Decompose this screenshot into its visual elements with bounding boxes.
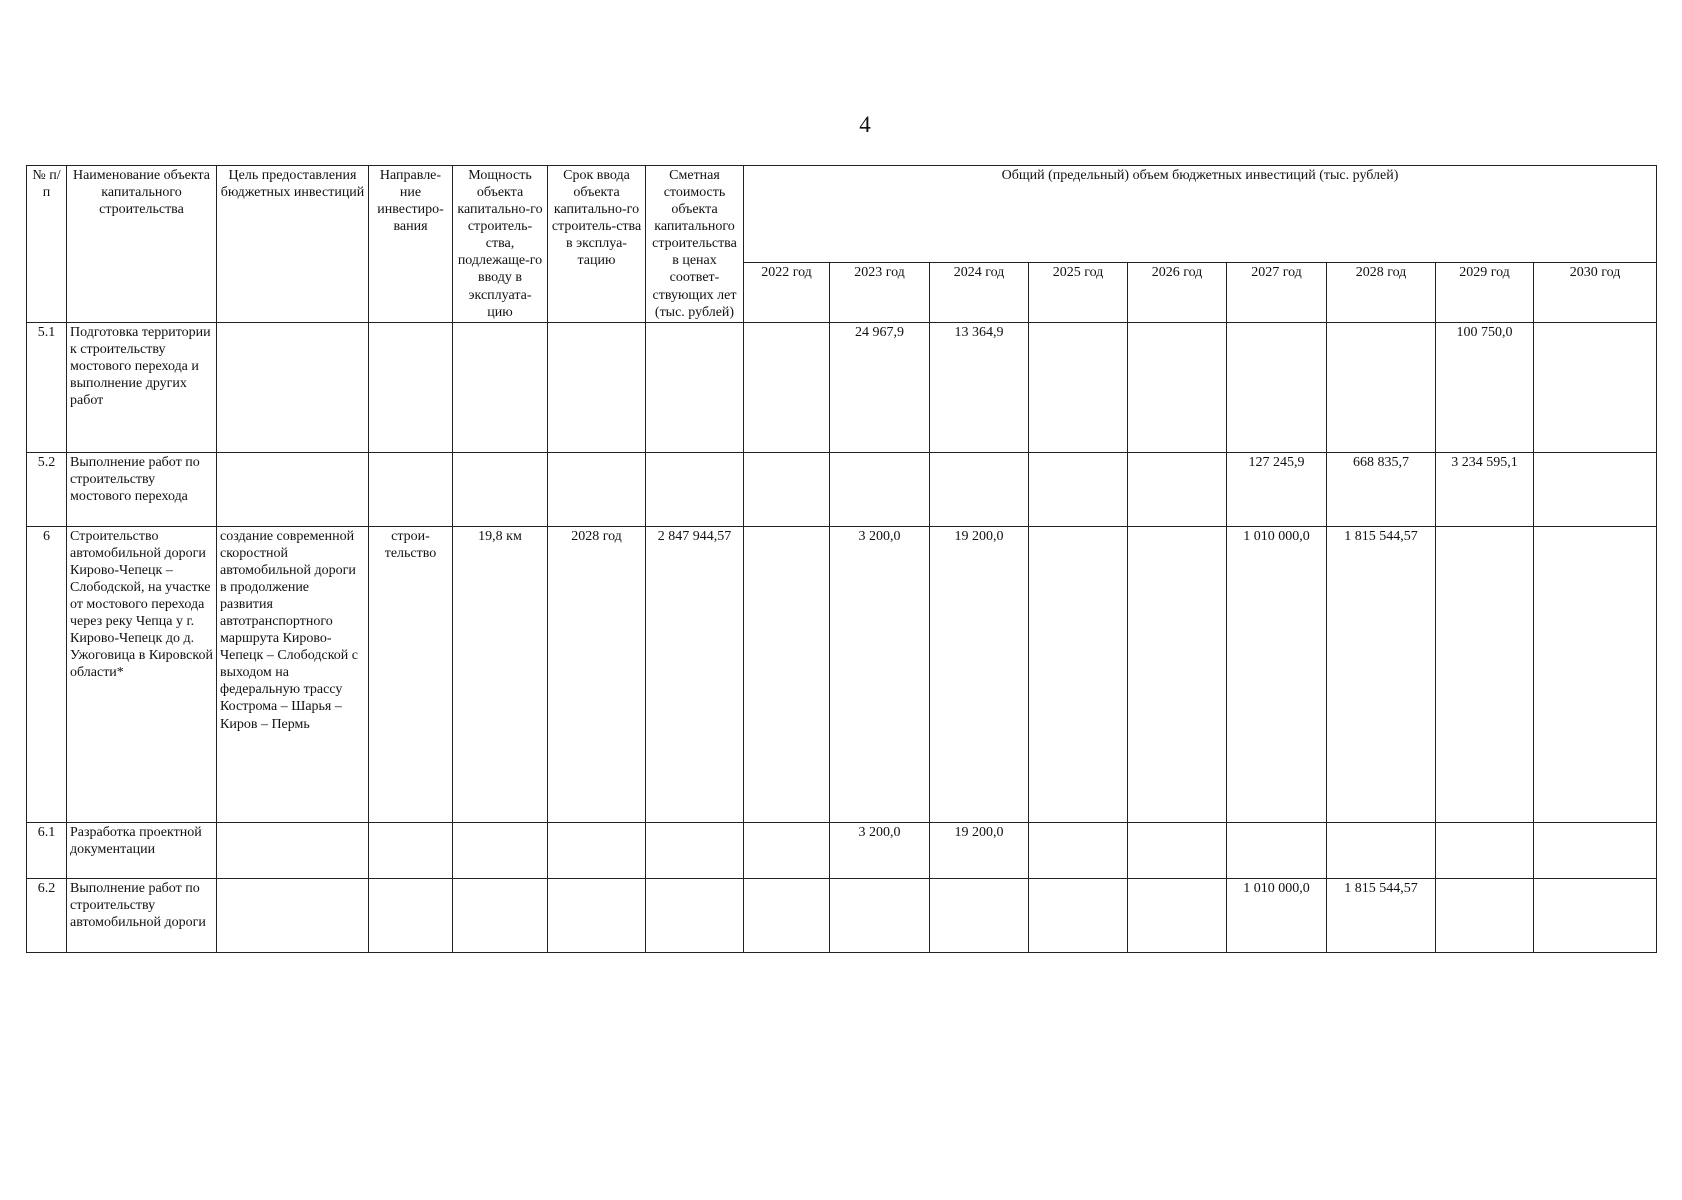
header-total-investment: Общий (предельный) объем бюджетных инвестиций (тыс. рублей) (744, 166, 1657, 263)
investment-value (1227, 322, 1327, 452)
investment-goal: создание современной скоростной автомобильной дороги в продолжение развития автотранспортного маршрута Кирово-Чепецк – Слободской с выходом на федеральную трассу Кострома – Шарья – Киров – Пермь (217, 526, 369, 822)
investment-value (744, 322, 830, 452)
investment-value: 1 815 544,57 (1327, 526, 1436, 822)
investment-value (1128, 822, 1227, 878)
investment-value: 668 835,7 (1327, 452, 1436, 526)
object-capacity (453, 322, 548, 452)
header-object-name: Наименование объекта капитального строительства (67, 166, 217, 323)
table-row (27, 822, 1657, 878)
table-row (27, 452, 1657, 526)
investment-value (1128, 526, 1227, 822)
commissioning-term (548, 452, 646, 526)
investment-value (930, 452, 1029, 526)
estimated-cost (646, 878, 744, 952)
object-capacity (453, 822, 548, 878)
object-name: Выполнение работ по строительству автомобильной дороги (67, 878, 217, 952)
header-goal: Цель предоставления бюджетных инвестиций (217, 166, 369, 323)
header-year: 2028 год (1327, 262, 1436, 322)
investment-value (1327, 322, 1436, 452)
object-capacity (453, 878, 548, 952)
investment-value (830, 878, 930, 952)
investment-value (1128, 452, 1227, 526)
header-direction: Направле-ние инвестиро-вания (369, 166, 453, 323)
table-row (27, 322, 1657, 452)
row-number: 5.1 (27, 322, 67, 452)
investment-value (930, 878, 1029, 952)
row-number: 6.2 (27, 878, 67, 952)
table-body (27, 322, 1657, 952)
investment-value (1327, 822, 1436, 878)
investment-value (744, 822, 830, 878)
investment-value: 1 010 000,0 (1227, 878, 1327, 952)
investment-value: 13 364,9 (930, 322, 1029, 452)
header-capacity: Мощность объекта капитально-го строитель-ства, подлежаще-го вводу в эксплуата-цию (453, 166, 548, 323)
table-row (27, 526, 1657, 822)
investment-direction (369, 452, 453, 526)
investment-value (1534, 822, 1657, 878)
investment-value: 100 750,0 (1436, 322, 1534, 452)
header-year: 2025 год (1029, 262, 1128, 322)
header-year: 2030 год (1534, 262, 1657, 322)
investment-value (1029, 322, 1128, 452)
object-name: Подготовка территории к строительству мостового перехода и выполнение других работ (67, 322, 217, 452)
investment-value: 3 200,0 (830, 822, 930, 878)
commissioning-term (548, 322, 646, 452)
estimated-cost (646, 322, 744, 452)
header-year: 2026 год (1128, 262, 1227, 322)
object-capacity: 19,8 км (453, 526, 548, 822)
investment-value (1029, 526, 1128, 822)
investment-value: 19 200,0 (930, 822, 1029, 878)
investment-value (1029, 452, 1128, 526)
investment-value (1436, 822, 1534, 878)
investment-value (1436, 878, 1534, 952)
estimated-cost (646, 822, 744, 878)
investment-value (1227, 822, 1327, 878)
header-year: 2024 год (930, 262, 1029, 322)
header-year: 2022 год (744, 262, 830, 322)
investment-value: 24 967,9 (830, 322, 930, 452)
investment-goal (217, 322, 369, 452)
investment-value: 1 010 000,0 (1227, 526, 1327, 822)
table-row (27, 878, 1657, 952)
investment-direction (369, 822, 453, 878)
investment-value: 1 815 544,57 (1327, 878, 1436, 952)
investment-value: 19 200,0 (930, 526, 1029, 822)
investment-goal (217, 452, 369, 526)
investment-direction (369, 322, 453, 452)
object-name: Разработка проектной документации (67, 822, 217, 878)
commissioning-term: 2028 год (548, 526, 646, 822)
investment-value (1029, 878, 1128, 952)
header-number: № п/п (27, 166, 67, 323)
page-number: 4 (859, 112, 871, 137)
table-header (27, 166, 1657, 323)
investment-value: 3 200,0 (830, 526, 930, 822)
estimated-cost: 2 847 944,57 (646, 526, 744, 822)
row-number: 6.1 (27, 822, 67, 878)
commissioning-term (548, 878, 646, 952)
investment-table (26, 165, 1657, 953)
investment-goal (217, 822, 369, 878)
header-year: 2027 год (1227, 262, 1327, 322)
investment-value (1534, 322, 1657, 452)
investment-value: 127 245,9 (1227, 452, 1327, 526)
commissioning-term (548, 822, 646, 878)
row-number: 6 (27, 526, 67, 822)
header-estimated-cost: Сметная стоимость объекта капитального строительства в ценах соответ-ствующих лет (тыс. рублей) (646, 166, 744, 323)
header-year: 2023 год (830, 262, 930, 322)
header-commissioning-term: Срок ввода объекта капитально-го строитель-ства в эксплуа-тацию (548, 166, 646, 323)
investment-value (744, 452, 830, 526)
row-number: 5.2 (27, 452, 67, 526)
investment-value (1534, 526, 1657, 822)
investment-value (830, 452, 930, 526)
object-name: Выполнение работ по строительству мостового перехода (67, 452, 217, 526)
investment-value (1534, 878, 1657, 952)
investment-value (744, 878, 830, 952)
investment-value (1029, 822, 1128, 878)
investment-value: 3 234 595,1 (1436, 452, 1534, 526)
estimated-cost (646, 452, 744, 526)
object-name: Строительство автомобильной дороги Кирово-Чепецк – Слободской, на участке от мостового перехода через реку Чепца у г. Кирово-Чепецк до д. Ужоговица в Кировской области* (67, 526, 217, 822)
object-capacity (453, 452, 548, 526)
investment-value (1128, 322, 1227, 452)
investment-value (1436, 526, 1534, 822)
investment-value (744, 526, 830, 822)
investment-value (1534, 452, 1657, 526)
header-year: 2029 год (1436, 262, 1534, 322)
investment-value (1128, 878, 1227, 952)
investment-direction: строи-тельство (369, 526, 453, 822)
investment-goal (217, 878, 369, 952)
investment-direction (369, 878, 453, 952)
